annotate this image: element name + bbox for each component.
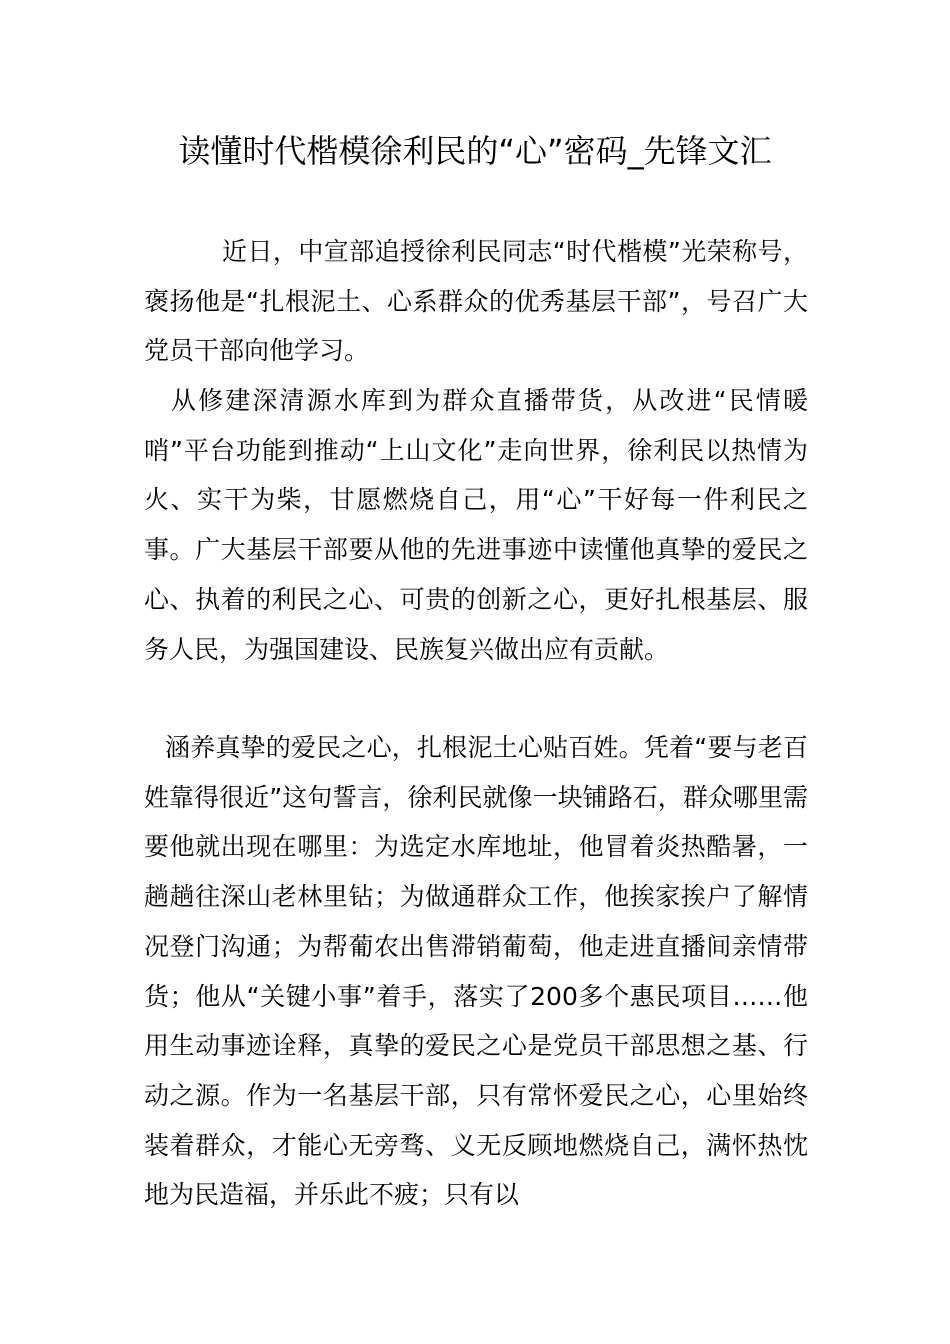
paragraph-1: 近日，中宣部追授徐利民同志“时代楷模”光荣称号，褒扬他是“扎根泥土、心系群众的优秀基层干部”，号召广大党员干部向他学习。 [144, 237, 808, 366]
paragraph-3: 涵养真挚的爱民之心，扎根泥土心贴百姓。凭着“要与老百姓靠得很近”这句誓言，徐利民就像一块铺路石，群众哪里需要他就出现在哪里：为选定水库地址，他冒着炎热酷暑，一趟趟往深山老林里钻；为做通群众工作，他挨家挨户了解情况登门沟通；为帮葡农出售滞销葡萄，他走进直播间亲情带货；他从“关键小事”着手，落实了200多个惠民项目……他用生动事迹诠释，真挚的爱民之心是党员干部思想之基、行动之源。作为一名基层干部，只有常怀爱民之心，心里始终装着群众，才能心无旁骛、义无反顾地燃烧自己，满怀热忱地为民造福，并乐此不疲；只有以 [144, 733, 808, 1210]
document-title: 读懂时代楷模徐利民的“心”密码_先锋文汇 [178, 132, 772, 170]
paragraph-2: 从修建深清源水库到为群众直播带货，从改进“民情暖哨”平台功能到推动“上山文化”走向世界，徐利民以热情为火、实干为柴，甘愿燃烧自己，用“心”干好每一件利民之事。广大基层干部要从他的先进事迹中读懂他真挚的爱民之心、执着的利民之心、可贵的创新之心，更好扎根基层、服务人民，为强国建设、民族复兴做出应有贡献。 [144, 386, 808, 664]
